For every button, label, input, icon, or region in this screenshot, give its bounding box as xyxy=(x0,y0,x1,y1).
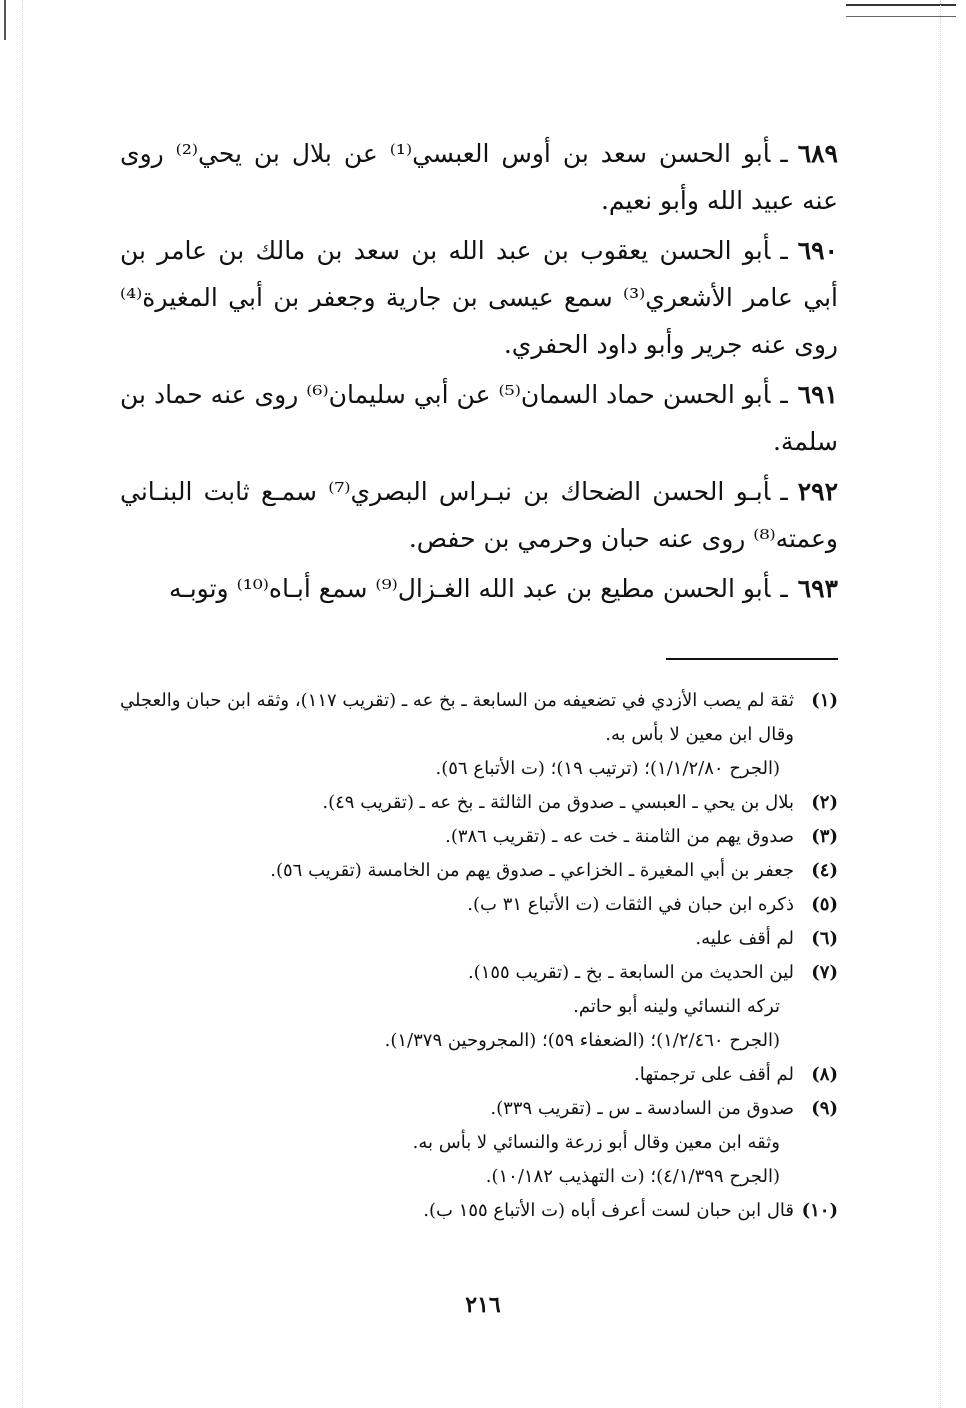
footnote-line: قال ابن حبان لست أعرف أباه (ت الأتباع ١٥٥ ب). xyxy=(423,1200,794,1221)
footnote-line: وثقه ابن معين وقال أبو زرعة والنسائي لا بأس به. xyxy=(412,1132,780,1153)
footnote-body xyxy=(120,786,794,820)
footnote xyxy=(120,786,838,820)
footnote-line: (الجرح ١/٢/٤٦٠)؛ (الضعفاء ٥٩)؛ (المجروحين ١/٣٧٩). xyxy=(384,1030,780,1051)
footnote-body xyxy=(120,820,794,854)
footnote xyxy=(120,684,838,786)
footnote-number: (٦) xyxy=(811,928,838,949)
footnote-body xyxy=(120,956,794,1058)
footnote-line: (الجرح ٤/١/٣٩٩)؛ (ت التهذيب ١٠/١٨٢). xyxy=(485,1166,780,1187)
footnote-number: (٢) xyxy=(811,792,838,813)
entry-number: ٦٩٠ xyxy=(797,236,838,265)
footnote xyxy=(120,1058,838,1092)
entry-dash: ـ xyxy=(780,574,788,603)
entry-number: ٢٩٢ xyxy=(797,477,839,506)
entry-dash: ـ xyxy=(780,139,788,168)
footnote-line: (الجرح ١/١/٢/٨٠)؛ (ترتيب ١٩)؛ (ت الأتباع ٥٦). xyxy=(435,758,780,779)
footnote xyxy=(120,820,838,854)
footnote-line: صدوق يهم من الثامنة ـ خت عه ـ (تقريب ٣٨٦). xyxy=(445,826,794,847)
footnote-line: لين الحديث من السابعة ـ بخ ـ (تقريب ١٥٥). xyxy=(467,962,794,983)
footnote-line: ذكره ابن حبان في الثقات (ت الأتباع ٣١ ب). xyxy=(467,894,794,915)
footnote-number: (٥) xyxy=(811,894,838,915)
footnote-number: (٨) xyxy=(811,1064,838,1085)
entry-dash: ـ xyxy=(780,236,788,265)
footnotes-list xyxy=(120,684,838,1228)
footnote-line: صدوق من السادسة ـ س ـ (تقريب ٣٣٩). xyxy=(490,1098,794,1119)
footnote-divider xyxy=(666,658,838,660)
footnote-number: (١) xyxy=(811,690,838,711)
scan-dots-left xyxy=(22,0,23,1408)
entry-number: ٦٩٣ xyxy=(797,574,838,603)
footnote xyxy=(120,888,838,922)
entry-dash: ـ xyxy=(780,477,788,506)
footnote-body xyxy=(120,1092,794,1194)
entry-text: أبـو الحسن الضحاك بن نبـراس البصري⁽⁷⁾ سمـع ثابت البنـاني وعمته⁽⁸⁾ روى عنه حبان وحرمي بن حفص. xyxy=(120,477,838,553)
footnote-line: لم أقف على ترجمتها. xyxy=(634,1064,794,1085)
footnote-number: (٣) xyxy=(811,826,838,847)
page-number: ٢١٦ xyxy=(465,1292,501,1318)
footnote xyxy=(120,854,838,888)
entry-text: أبو الحسن مطيع بن عبد الله الغـزال⁽⁹⁾ سمع أبـاه⁽¹⁰⁾ وتوبـه xyxy=(168,574,771,603)
footnote xyxy=(120,956,838,1058)
entry-text: أبو الحسن حماد السمان⁽⁵⁾ عن أبي سليمان⁽⁶⁾ روى عنه حماد بن سلمة. xyxy=(120,380,838,456)
footnote-body xyxy=(120,922,794,956)
footnote-body xyxy=(120,854,794,888)
footnote-line: بلال بن يحي ـ العبسي ـ صدوق من الثالثة ـ بخ عه ـ (تقريب ٤٩). xyxy=(322,792,794,813)
footnote-number: (٩) xyxy=(811,1098,838,1119)
footnote-number: (٧) xyxy=(811,962,838,983)
footnote-number: (١٠) xyxy=(801,1200,838,1221)
footnote-line: لم أقف عليه. xyxy=(695,928,794,949)
footnote-body xyxy=(120,1194,794,1228)
entry-text: أبو الحسن يعقوب بن عبد الله بن سعد بن مالك بن عامر بن أبي عامر الأشعري⁽³⁾ سمع عيسى بن جارية وجعفر بن أبي المغيرة⁽⁴⁾ روى عنه جرير وأبو داود الحفري. xyxy=(120,236,838,359)
footnote-line: تركه النسائي ولينه أبو حاتم. xyxy=(573,996,780,1017)
footnote-line: ثقة لم يصب الأزدي في تضعيفه من السابعة ـ بخ عه ـ (تقريب ١١٧)، وثقه ابن حبان والعجلي وقال ابن معين لا بأس به. xyxy=(120,690,795,745)
entry-number: ٦٩١ xyxy=(797,380,838,409)
footnote-line: جعفر بن أبي المغيرة ـ الخزاعي ـ صدوق يهم من الخامسة (تقريب ٥٦). xyxy=(270,860,794,881)
footnote-body xyxy=(120,684,794,786)
scan-mark-left xyxy=(4,0,6,40)
entry-text: أبو الحسن سعد بن أوس العبسي⁽¹⁾ عن بلال بن يحي⁽²⁾ روى عنه عبيد الله وأبو نعيم. xyxy=(120,139,838,215)
entry-number: ٦٨٩ xyxy=(797,139,838,168)
footnote-area xyxy=(120,0,838,1408)
scan-dots-right xyxy=(940,0,941,1408)
footnote-body xyxy=(120,1058,794,1092)
footnote xyxy=(120,1194,838,1228)
entry-dash: ـ xyxy=(780,380,788,409)
footnote-number: (٤) xyxy=(811,860,838,881)
footnote-body xyxy=(120,888,794,922)
footnote xyxy=(120,1092,838,1194)
footnote xyxy=(120,922,838,956)
